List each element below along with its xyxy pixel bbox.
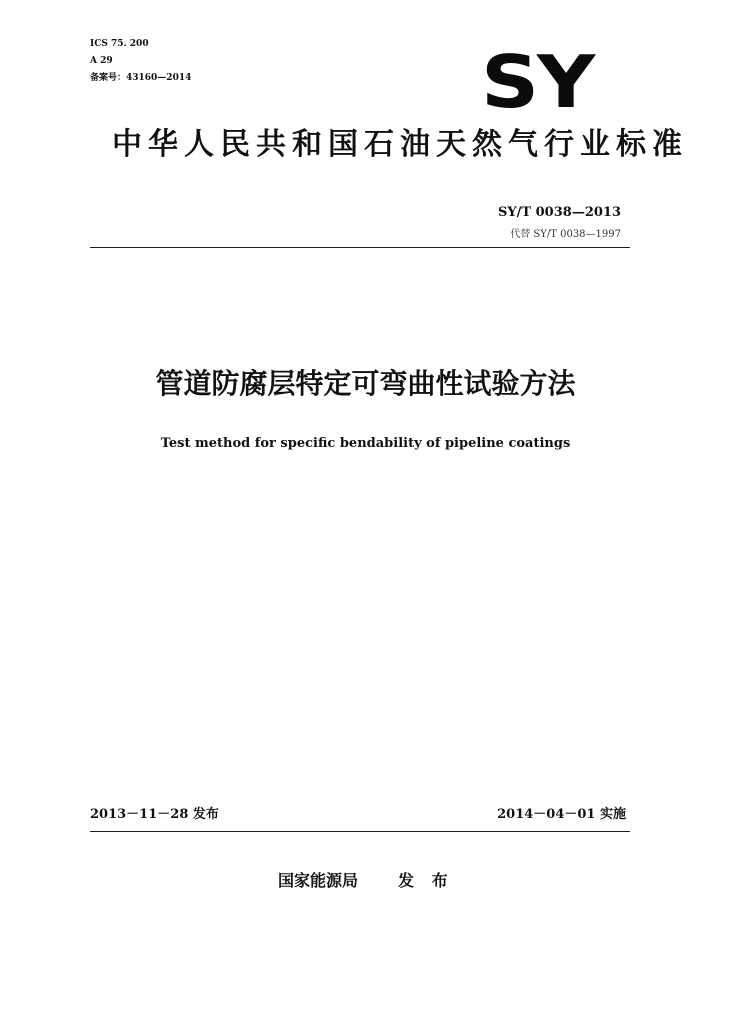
publish-label: 发 布 bbox=[398, 871, 454, 890]
filing-number: 备案号：43160—2014 bbox=[90, 73, 192, 83]
sy-logo bbox=[472, 42, 602, 122]
document-subtitle: Test method for specific bendability of pipeline coatings bbox=[160, 436, 571, 451]
standard-code: SY/T 0038—2013 bbox=[498, 205, 621, 220]
replaced-standard-code: 代替 SY/T 0038—1997 bbox=[510, 229, 621, 240]
effective-date: 2014－04－01 实施 bbox=[497, 807, 626, 822]
metadata-block bbox=[90, 36, 310, 87]
logo-text: SY bbox=[481, 40, 593, 124]
bottom-divider bbox=[90, 831, 630, 832]
ics-code: ICS 75. 200 bbox=[90, 39, 149, 49]
category-code: A 29 bbox=[90, 56, 113, 66]
standard-title: 中华人民共和国石油天然气行业标准 bbox=[112, 127, 688, 162]
document-title: 管道防腐层特定可弯曲性试验方法 bbox=[155, 367, 576, 400]
top-divider bbox=[90, 247, 630, 248]
publisher-name: 国家能源局 bbox=[278, 871, 359, 890]
issue-date: 2013－11－28 发布 bbox=[90, 807, 219, 822]
